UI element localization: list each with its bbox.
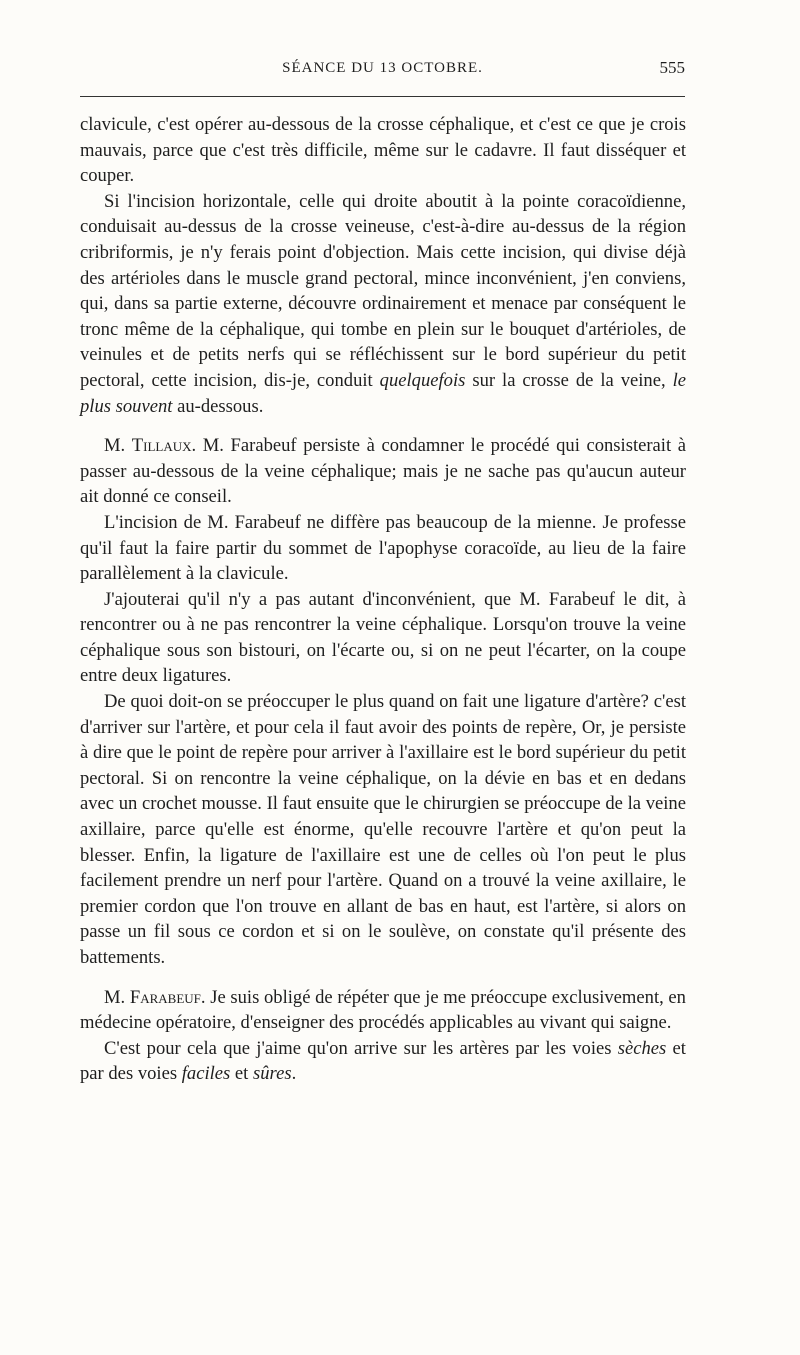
text-run: clavicule, c'est opérer au-dessous de la crosse céphalique, et c'est ce que je crois mauvais, parce que c'est très difficile, même sur le cadavre. Il faut disséquer et couper. [80, 114, 686, 187]
speaker-name: Tillaux [131, 435, 192, 457]
text-run: . Je suis obligé de répéter que je me préoccupe exclusivement, en médecine opératoire, d'enseigner des procédés applicables au vivant qui saigne. [80, 986, 686, 1034]
page-number: 555 [659, 58, 685, 77]
text-run: et [230, 1063, 253, 1085]
page-header [80, 58, 685, 82]
paragraph [80, 189, 686, 419]
text-run: C'est pour cela que j'aime qu'on arrive sur les artères par les voies [104, 1037, 618, 1059]
text-run: sur la crosse de la veine, [465, 369, 673, 391]
paragraph [80, 985, 686, 1036]
paragraph [80, 433, 686, 510]
text-run: J'ajouterai qu'il n'y a pas autant d'inconvénient, que M. Farabeuf le dit, à rencontrer ou à ne pas rencontrer la veine céphalique. Lorsqu'on trouve la veine céphalique sous son bistouri, on l'écarte ou, si on ne peut l'écarter, on la coupe entre deux ligatures. [80, 588, 686, 687]
paragraph [80, 587, 686, 689]
emphasis-text: le plus souvent [80, 369, 686, 417]
header-rule [80, 96, 685, 97]
text-run: De quoi doit-on se préoccuper le plus quand on fait une ligature d'artère? c'est d'arriver sur l'artère, et pour cela il faut avoir des points de repère, Or, je persiste à dire que le point de repère pour arriver à l'axillaire est le bord supérieur du petit pectoral. Si on rencontre la veine céphalique, on la dévie en bas et en dedans avec un crochet mousse. Il faut ensuite que le chirurgien se préoccupe de la veine axillaire, parce qu'elle est énorme, qu'elle recouvre l'artère et qu'on peut la blesser. Enfin, la ligature de l'axillaire est une de celles où l'on peut le plus facilement prendre un nerf pour l'artère. Quand on a trouvé la veine axillaire, le premier cordon que l'on trouve en allant de bas en haut, est l'artère, si alors on passe un fil sous ce cordon et si on le soulève, on constate qu'il présente des battements. [80, 691, 686, 968]
paragraph [80, 1036, 686, 1087]
text-run: M. [104, 986, 130, 1008]
emphasis-text: sèches [617, 1037, 667, 1059]
text-run: L'incision de M. Farabeuf ne diffère pas beaucoup de la mienne. Je professe qu'il faut la faire partir du sommet de l'apophyse coracoïde, au lieu de la faire parallèlement à la clavicule. [80, 511, 686, 585]
paragraph [80, 689, 686, 971]
paragraph [80, 510, 686, 587]
text-run: . M. Farabeuf persiste à condamner le procédé qui consisterait à passer au-dessous de la veine céphalique; mais je ne sache pas qu'aucun auteur ait donné ce conseil. [80, 435, 686, 508]
text-run: et par des voies [80, 1037, 686, 1085]
emphasis-text: faciles [181, 1063, 231, 1085]
running-head: SÉANCE DU 13 OCTOBRE. [282, 60, 483, 76]
body-text [80, 112, 686, 1087]
paragraph [80, 112, 686, 189]
text-run: Si l'incision horizontale, celle qui droite aboutit à la pointe coracoïdienne, conduisait au-dessus de la crosse veineuse, c'est-à-dire au-dessus de la région cribriformis, je n'y ferais point d'objection. Mais cette incision, qui divise déjà des artérioles dans le muscle grand pectoral, mince inconvénient, j'en conviens, qui, dans sa partie externe, découvre ordinairement et menace par conséquent le tronc même de la céphalique, qui tombe en plein sur le bouquet d'artérioles, de veinules et de petits nerfs qui se réfléchissent sur le bord supérieur du petit pectoral, cette incision, dis-je, conduit [80, 190, 686, 391]
emphasis-text: quelquefois [379, 369, 466, 391]
text-run: . [291, 1063, 297, 1085]
emphasis-text: sûres [253, 1063, 292, 1085]
text-run: au-dessous. [172, 395, 264, 417]
speaker-name: Farabeuf [129, 986, 201, 1008]
text-run: M. [104, 435, 132, 457]
